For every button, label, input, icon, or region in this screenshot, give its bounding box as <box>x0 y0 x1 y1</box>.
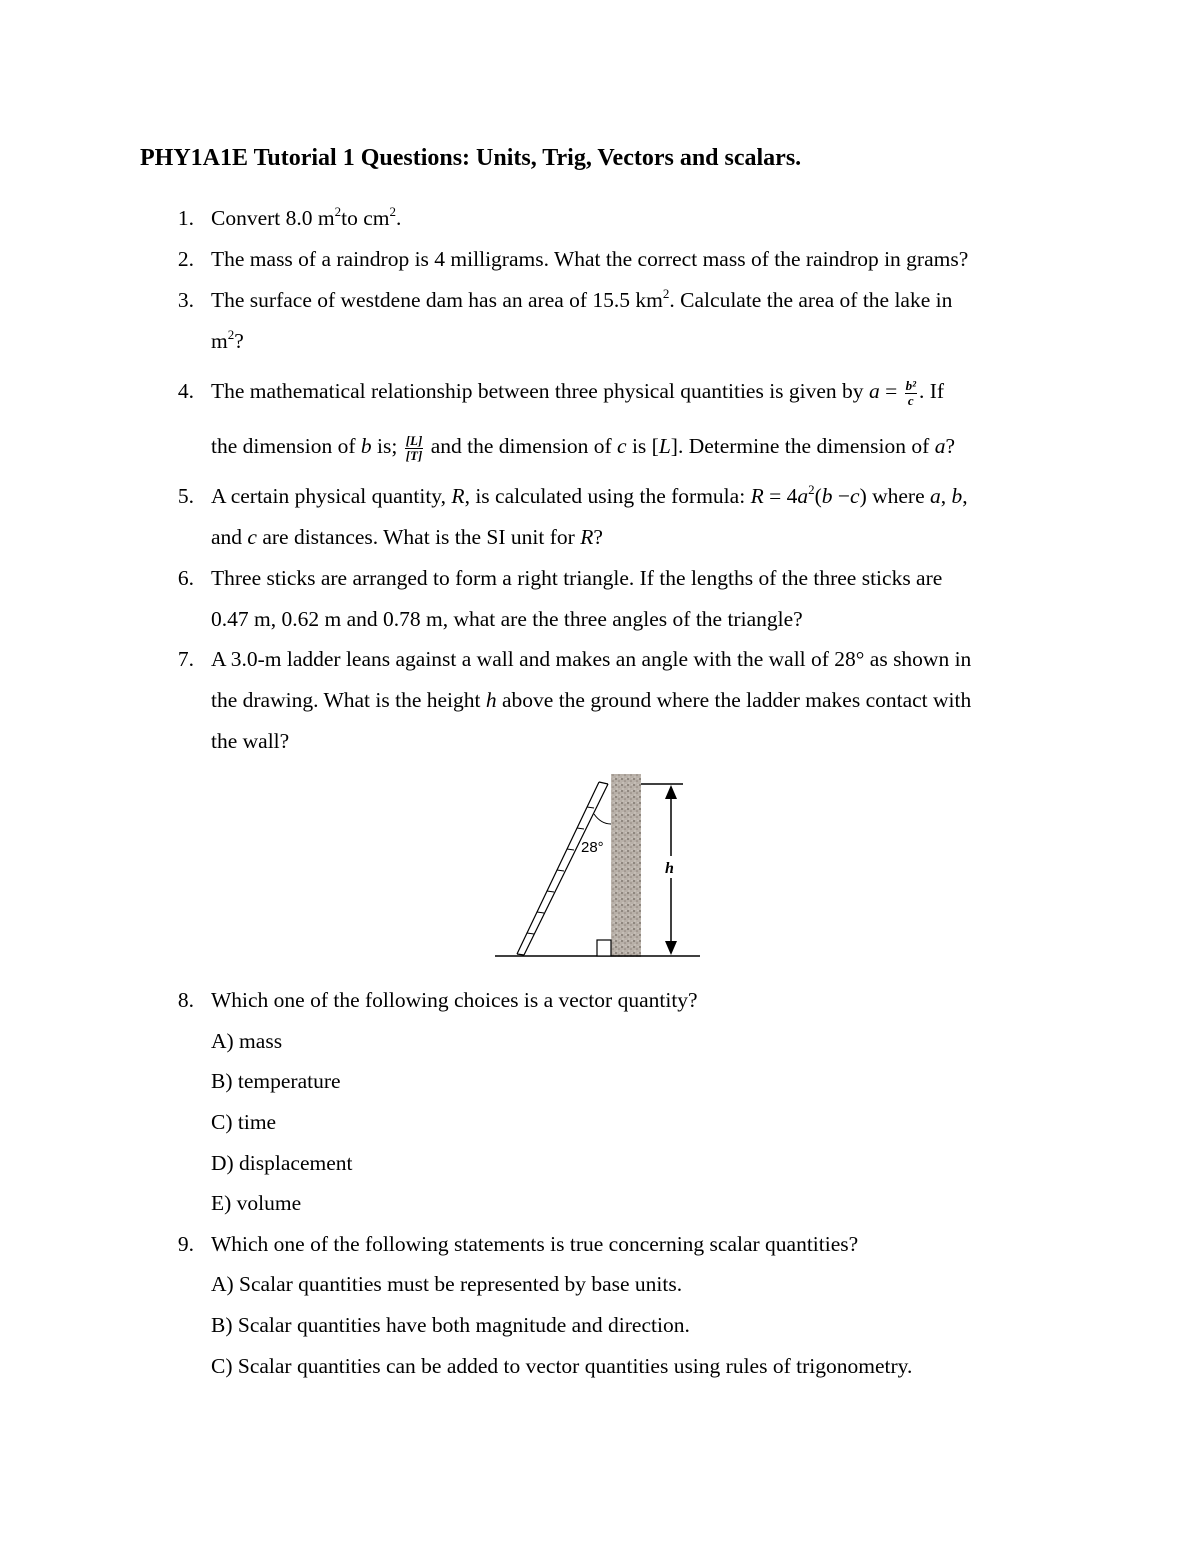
question-text: Convert 8.0 $m^2to$ $cm^2$. <box>211 204 402 230</box>
question-number: 6. <box>177 566 194 590</box>
document-page: PHY1A1E Tutorial 1 Questions: Units, Trig, Vectors and scalars. 1. Convert 8.0 $m^2to$ $cm^2$. 2. The mass of a raindrop is 4 milligrams. What the correct mass of the raindrop in grams? 3. The surface of westdene dam has an area of 15.5 $km^2$. Calculate the area of the lake in $m^2$? 4. The mathematical relationship between three physical quantities is given by a = $\frac{\text{b²}}{c}$ . If the dimension of b is; $\frac{[L]}{[T]}$ and the dimension of c is [L]. Determine the dimension of a? 5. A certain physical quantity, R, is calculated using the formula: $R = 4a^2(b -c)$ where a, b, and c are distances. What is the SI unit for R? 6. Three sticks are arranged to form a right triangle. If the lengths of the three sticks are 0.47 m, 0.62 m and 0.78 m, what are the three angles of the triangle? 7. A 3.0-m ladder leans against a wall and makes an angle with the wall of 28° as shown in the drawing. What is the height h above the ground where the ladder makes contact with the wall? 28° h 8. Which one of the following choices is a vector quantity? A) mass B) temperature C) time D) displacement E) volume 9. Which one of the following statements is true concerning scalar quantities? A) Scalar quantities must be represented by base units. B) Scalar quantities have both magnitude and direction. C) Scalar quantities can be added to vector quantities using rules of trigonometry. <box>140 145 972 1378</box>
question-text: Which one of the following choices is a vector quantity? <box>211 988 698 1012</box>
ladder-rail-right <box>524 784 608 955</box>
formula-fraction: $\frac{\text{b²}}{c}$ <box>905 377 916 408</box>
question-number: 5. <box>177 484 194 508</box>
question-number: 2. <box>177 247 194 271</box>
question-number: 3. <box>177 288 194 312</box>
right-angle-marker <box>597 940 611 956</box>
question-number: 1. <box>177 206 194 230</box>
ladder-rungs <box>527 807 594 934</box>
question-text: The surface of westdene dam has an area of 15.5 $km^2$. Calculate the area of the lake in <box>211 286 953 312</box>
page-title: PHY1A1E Tutorial 1 Questions: Units, Trig, Vectors and scalars. <box>140 145 802 171</box>
question-text: Three sticks are arranged to form a right triangle. If the lengths of the three sticks are <box>211 566 943 590</box>
dimension-fraction: $\frac{[L]}{[T]}$ <box>405 432 423 463</box>
angle-arc <box>594 814 611 824</box>
height-arrow-head-top <box>665 785 677 799</box>
height-arrow-head-bottom <box>665 941 677 955</box>
ladder-diagram <box>495 772 705 962</box>
question-number: 7. <box>177 647 194 671</box>
question-text: A 3.0-m ladder leans against a wall and makes an angle with the wall of 28° as shown in <box>211 647 972 671</box>
question-text: The mass of a raindrop is 4 milligrams. What the correct mass of the raindrop in grams? <box>211 247 969 271</box>
question-number: 8. <box>177 988 194 1012</box>
question-text: A certain physical quantity, R, is calculated using the formula: $R = 4a^2(b -c)$ where a, b, <box>211 482 968 508</box>
height-label: h <box>665 860 674 877</box>
question-text: Which one of the following statements is true concerning scalar quantities? <box>211 1232 859 1256</box>
angle-label: 28° <box>581 839 604 856</box>
wall <box>611 774 641 957</box>
question-number: 9. <box>177 1232 194 1256</box>
ladder-rail-left <box>517 782 599 954</box>
question-text: The mathematical relationship between three physical quantities is given by a = $\frac{\text{b²}}{c}$ . If <box>211 377 945 408</box>
question-number: 4. <box>177 379 194 403</box>
